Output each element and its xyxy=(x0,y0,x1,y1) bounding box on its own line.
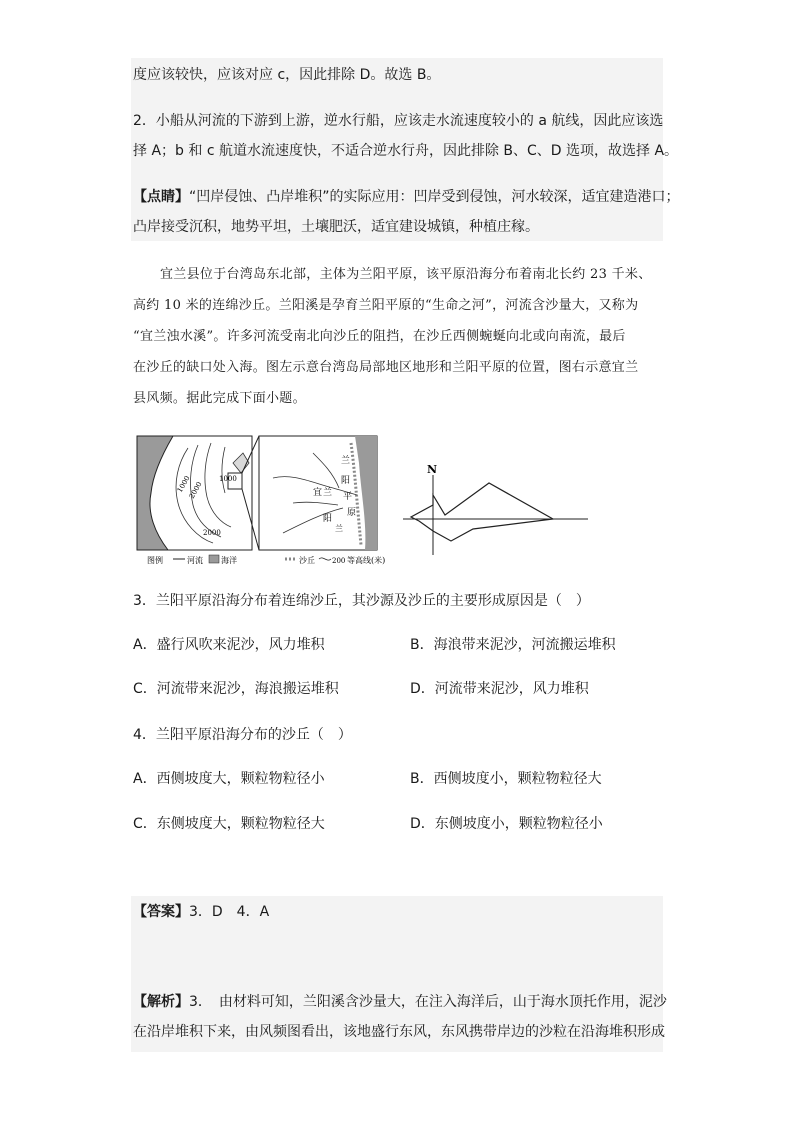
tip-line1 xyxy=(133,187,680,207)
question-3-stem: 3．兰阳平原沿海分布着连绵沙丘，其沙源及沙丘的主要形成原因是（ ） xyxy=(133,593,590,609)
contour-label: 2000 xyxy=(203,529,221,537)
figure xyxy=(133,433,593,572)
legend-ocean: 海洋 xyxy=(221,556,237,565)
material-line4: 在沙丘的缺口处入海。图左示意台湾岛局部地区地形和兰阳平原的位置，图右示意宜兰 xyxy=(133,360,639,375)
contour-label: 2000 xyxy=(187,480,204,500)
analysis-text1: 3． 由材料可知，兰阳溪含沙量大，在注入海洋后，山于海水顶托作用，泥沙 xyxy=(189,994,667,1010)
material-line3: “宜兰浊水溪”。许多河流受南北向沙丘的阻挡，在沙丘西侧蜿蜒向北或向南流，最后 xyxy=(133,329,626,344)
q2-analysis-line1: 2．小船从河流的下游到上游，逆水行船，应该走水流速度较小的 a 航线，因此应该选 xyxy=(133,113,664,129)
answer-label: 【答案】 xyxy=(133,904,189,920)
material-line1: 宜兰县位于台湾岛东北部，主体为兰阳平原，该平原沿海分布着南北长约 23 千米、 xyxy=(160,267,652,282)
legend-contour-value: 200 xyxy=(332,557,346,565)
map-label: 阳 xyxy=(323,514,333,524)
q2-analysis-line2: 择 A；b 和 c 航道水流速度快，不适合逆水行舟，因此排除 B、C、D 选项，故选择 A。 xyxy=(133,143,679,159)
map-label: 兰 xyxy=(335,524,343,533)
map-label: 平 xyxy=(343,492,353,502)
analysis-line: 度应该较快，应该对应 c，因此排除 D。故选 B。 xyxy=(133,67,441,83)
question-4-stem: 4．兰阳平原沿海分布的沙丘（ ） xyxy=(133,727,352,743)
lanyang-plain-map xyxy=(259,436,377,550)
map-label: 原 xyxy=(347,508,357,518)
question-4-option-c[interactable]: C．东侧坡度大，颗粒物粒径大 xyxy=(133,816,325,832)
question-3-option-a[interactable]: A．盛行风吹来泥沙，风力堆积 xyxy=(133,637,325,653)
tip-line2: 凸岸接受沉积，地势平坦，土壤肥沃，适宜建设城镇，种植庄稼。 xyxy=(133,219,539,235)
question-3-option-c[interactable]: C．河流带来泥沙，海浪搬运堆积 xyxy=(133,681,339,697)
question-4-option-d[interactable]: D．东侧坡度小，颗粒物粒径小 xyxy=(410,816,603,832)
answer-line xyxy=(133,902,269,922)
question-4-option-a[interactable]: A．西侧坡度大，颗粒物粒径小 xyxy=(133,771,325,787)
question-3-option-b[interactable]: B．海浪带来泥沙，河流搬运堆积 xyxy=(410,637,616,653)
map-label: 宜 xyxy=(313,488,323,498)
legend-dune: 沙丘 xyxy=(299,556,315,565)
question-3-option-d[interactable]: D．河流带来泥沙，风力堆积 xyxy=(410,681,589,697)
contour-label: 1000 xyxy=(175,474,192,494)
contour-label: 1000 xyxy=(219,475,237,483)
legend-title: 图例 xyxy=(147,556,163,565)
north-label: N xyxy=(427,463,438,476)
analysis-label: 【解析】 xyxy=(133,994,189,1010)
analysis-line1 xyxy=(133,992,667,1012)
legend-contour: 等高线(米) xyxy=(347,556,386,565)
tip-label: 【点睛】 xyxy=(133,189,189,205)
analysis-line2: 在沿岸堆积下来，由风频图看出，该地盛行东风，东风携带岸边的沙粒在沿海堆积形成 xyxy=(133,1024,665,1040)
figure-legend xyxy=(147,555,385,565)
wind-frequency-polygon xyxy=(411,483,553,541)
tip-text1: “凹岸侵蚀、凸岸堆积”的实际应用：凹岸受到侵蚀，河水较深，适宜建造港口； xyxy=(189,189,680,205)
taiwan-terrain-map xyxy=(137,436,259,550)
map-label: 兰 xyxy=(323,488,333,498)
wind-rose-chart xyxy=(403,463,588,555)
map-label: 阳 xyxy=(341,476,351,486)
question-4-option-b[interactable]: B．西侧坡度小，颗粒物粒径大 xyxy=(410,771,602,787)
legend-river: 河流 xyxy=(187,556,203,565)
material-line5: 县风频。据此完成下面小题。 xyxy=(133,391,306,406)
map-label: 兰 xyxy=(341,456,351,466)
material-line2: 高约 10 米的连绵沙丘。兰阳溪是孕育兰阳平原的“生命之河”，河流含沙量大，又称为 xyxy=(133,298,639,313)
answer-text: 3．D 4．A xyxy=(189,904,270,920)
